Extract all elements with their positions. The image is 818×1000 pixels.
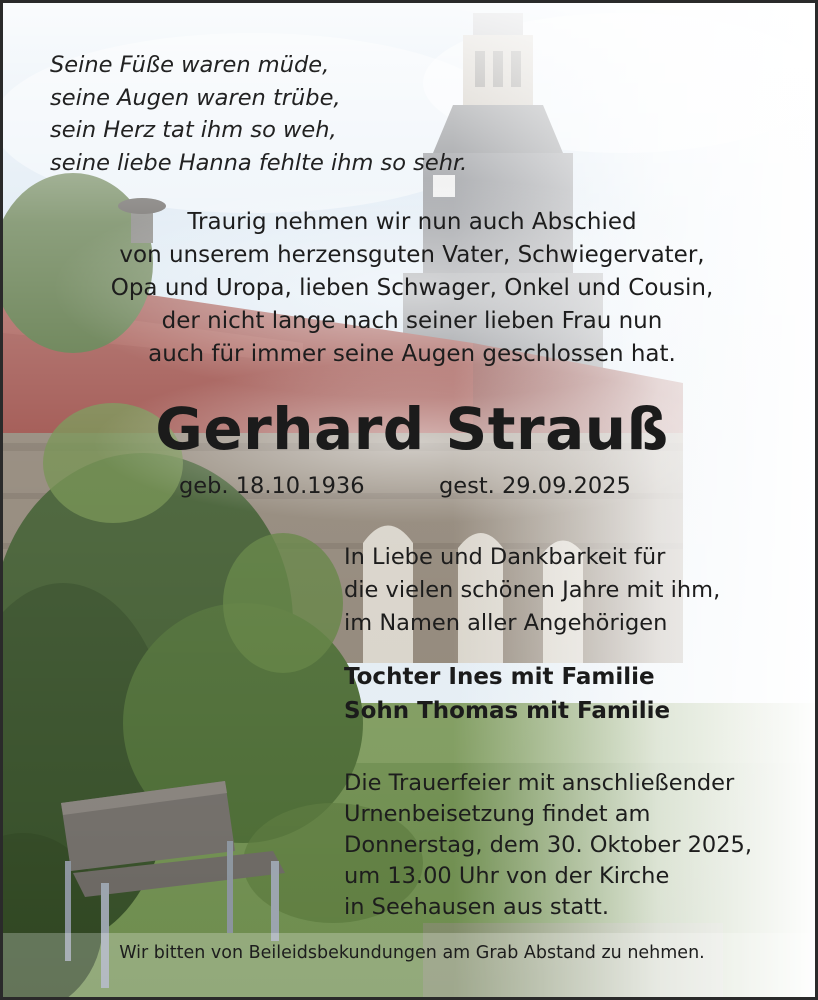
- farewell-line: Traurig nehmen wir nun auch Abschied: [187, 209, 637, 235]
- mourner-line: Sohn Thomas mit Familie: [344, 698, 671, 724]
- service-line: in Seehausen aus statt.: [344, 894, 609, 920]
- poem-line: seine liebe Hanna fehlte ihm so sehr.: [50, 149, 468, 176]
- service-line: Urnenbeisetzung findet am: [344, 801, 651, 827]
- farewell-line: von unserem herzensguten Vater, Schwiegervater,: [119, 242, 705, 268]
- birth-date: geb. 18.10.1936: [179, 473, 365, 499]
- service-line: Donnerstag, dem 30. Oktober 2025,: [344, 832, 753, 858]
- poem-line: sein Herz tat ihm so weh,: [50, 117, 337, 143]
- thanks-line: die vielen schönen Jahre mit ihm,: [344, 577, 721, 603]
- poem-line: Seine Füße waren müde,: [50, 52, 330, 78]
- farewell-line: auch für immer seine Augen geschlossen hat.: [148, 341, 676, 367]
- service-line: Die Trauerfeier mit anschließender: [344, 770, 735, 796]
- thanks-text: [344, 541, 720, 640]
- poem: [50, 49, 467, 179]
- farewell-text: [3, 206, 818, 371]
- condolence-note: Wir bitten von Beileidsbekundungen am Grab Abstand zu nehmen.: [119, 943, 705, 963]
- thanks-line: In Liebe und Dankbarkeit für: [344, 544, 666, 570]
- thanks-line: im Namen aller Angehörigen: [344, 610, 668, 636]
- mourner-line: Tochter Ines mit Familie: [344, 664, 655, 690]
- farewell-line: der nicht lange nach seiner lieben Frau nun: [161, 308, 663, 334]
- death-date: gest. 29.09.2025: [439, 473, 631, 499]
- service-line: um 13.00 Uhr von der Kirche: [344, 863, 670, 889]
- service-info: [344, 768, 752, 923]
- mourners: [344, 660, 670, 728]
- poem-line: seine Augen waren trübe,: [50, 84, 341, 111]
- farewell-line: Opa und Uropa, lieben Schwager, Onkel und Cousin,: [110, 275, 714, 301]
- deceased-name: Gerhard Strauß: [155, 395, 669, 463]
